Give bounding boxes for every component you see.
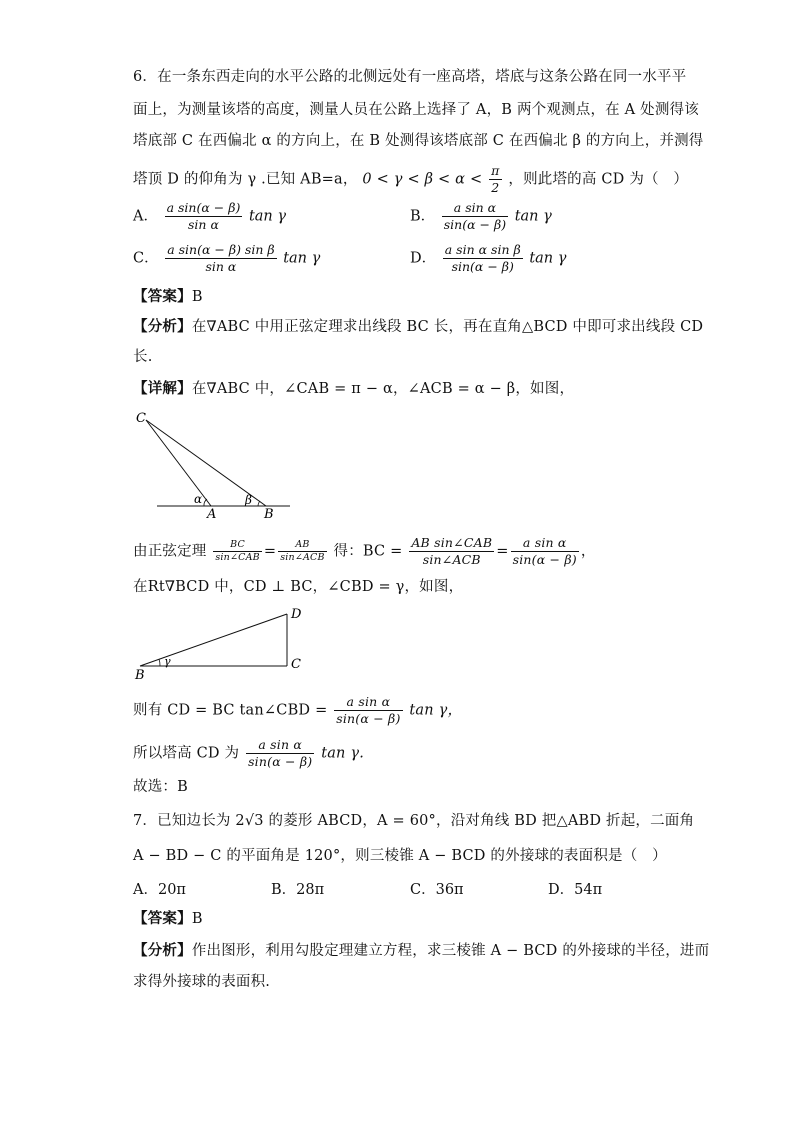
q6-option-b-frac bbox=[442, 200, 508, 233]
q6-option-a bbox=[133, 200, 286, 233]
q6-option-d-frac bbox=[443, 242, 523, 275]
q6-then-frac-den: sin(α − β) bbox=[336, 711, 401, 726]
label-b: B bbox=[264, 507, 274, 520]
q6-option-d-den: sin(α − β) bbox=[451, 259, 514, 274]
q6-option-d-num: a sin α sin β bbox=[444, 242, 521, 257]
q6-analysis-1 bbox=[133, 317, 703, 337]
q6-detail-tag: 【详解】 bbox=[133, 380, 192, 397]
q6-inequality: 0 < γ < β < α < bbox=[362, 171, 483, 188]
q6-sine-frac-3-den: sin∠ACB bbox=[422, 552, 481, 567]
q6-option-a-den: sin α bbox=[188, 217, 219, 232]
q6-sine-frac-2-den: sin∠ACB bbox=[280, 552, 325, 563]
q6-analysis-2: 长. bbox=[133, 349, 153, 365]
q6-option-c-den: sin α bbox=[205, 259, 237, 274]
label-b2: B bbox=[135, 668, 145, 683]
label-a: A bbox=[207, 507, 217, 520]
q6-option-c-num: a sin(α − β) sin β bbox=[167, 242, 275, 257]
q6-so-tail: tan γ. bbox=[321, 745, 365, 762]
gamma-arc bbox=[159, 659, 160, 666]
label-alpha: α bbox=[194, 492, 203, 506]
q6-pi-over-2 bbox=[489, 163, 501, 196]
q7-option-b: B．28π bbox=[271, 882, 325, 898]
q7-answer-tag: 【答案】 bbox=[133, 910, 192, 927]
q6-line-3: 塔底部 C 在西偏北 α 的方向上，在 B 处测得该塔底部 C 在西偏北 β 的方向上，并测得 bbox=[133, 133, 704, 149]
q6-so-intro: 所以塔高 CD 为 bbox=[133, 745, 240, 762]
q6-option-c-label: C． bbox=[133, 250, 159, 267]
q6-rt-line: 在Rt∇BCD 中，CD ⊥ BC，∠CBD = γ，如图， bbox=[133, 579, 464, 595]
label-beta: β bbox=[245, 493, 252, 507]
q6-sine-end: ， bbox=[580, 543, 596, 560]
q6-option-b-num: a sin α bbox=[442, 200, 508, 217]
q6-so-frac-den: sin(α − β) bbox=[248, 754, 313, 769]
beta-arc bbox=[258, 501, 260, 506]
q7-analysis-tag: 【分析】 bbox=[133, 942, 192, 959]
q6-option-b-tail: tan γ bbox=[514, 208, 552, 225]
q7-option-d: D．54π bbox=[548, 882, 603, 898]
label-c: C bbox=[136, 411, 146, 426]
q6-sine-frac-1-num: BC bbox=[213, 539, 262, 552]
q6-so-frac-num: a sin α bbox=[246, 737, 314, 754]
label-c2: C bbox=[291, 657, 301, 672]
q7-line-1: 7．已知边长为 2√3 的菱形 ABCD，A = 60°，沿对角线 BD 把△ABD 折起，二面角 bbox=[133, 813, 695, 829]
q6-answer-value: B bbox=[191, 289, 203, 305]
q7-analysis-text-1: 作出图形，利用勾股定理建立方程，求三棱锥 A − BCD 的外接球的半径，进而 bbox=[191, 943, 710, 959]
q6-sine-eq-2: = bbox=[496, 543, 509, 560]
q6-pi: π bbox=[491, 163, 500, 178]
q7-option-c: C．36π bbox=[410, 882, 464, 898]
q6-sine-frac-1-den: sin∠CAB bbox=[215, 552, 260, 563]
q6-answer bbox=[133, 287, 203, 307]
q6-analysis-text-1: 在∇ABC 中用正弦定理求出线段 BC 长，再在直角△BCD 中即可求出线段 CD bbox=[191, 319, 704, 335]
q7-analysis-1 bbox=[133, 941, 709, 961]
q6-option-b bbox=[410, 200, 552, 233]
q6-choose: 故选：B bbox=[133, 779, 188, 795]
q6-sine-frac-4 bbox=[511, 535, 579, 568]
q6-sine-frac-3 bbox=[409, 535, 494, 568]
q7-option-a: A．20π bbox=[133, 882, 186, 898]
q6-option-d-label: D． bbox=[410, 250, 437, 267]
q6-sine-law-line bbox=[133, 535, 596, 568]
label-gamma: γ bbox=[164, 655, 171, 668]
q6-option-c-frac bbox=[165, 242, 276, 275]
segment-bd bbox=[140, 614, 287, 666]
q6-sine-eq-1: = bbox=[263, 543, 277, 560]
q6-line-4c: ，则此塔的高 CD 为（ ） bbox=[508, 171, 689, 188]
q6-sine-frac-3-num: AB sin∠CAB bbox=[411, 535, 493, 550]
q6-so-frac bbox=[246, 737, 314, 770]
q6-option-c bbox=[133, 242, 320, 275]
q6-two: 2 bbox=[491, 180, 500, 195]
q6-then-frac-num: a sin α bbox=[334, 694, 402, 711]
right-triangle-bcd-figure bbox=[133, 604, 308, 684]
q6-line-4a: 塔顶 D 的仰角为 γ .已知 AB=a， bbox=[133, 171, 358, 188]
q6-sine-frac-4-num: a sin α bbox=[511, 535, 579, 552]
q6-option-d bbox=[410, 242, 566, 275]
triangle-abc-figure bbox=[133, 408, 298, 520]
q6-line-1: 6．在一条东西走向的水平公路的北侧远处有一座高塔，塔底与这条公路在同一水平平 bbox=[133, 69, 687, 85]
q6-so-line bbox=[133, 737, 364, 770]
q7-answer-value: B bbox=[191, 911, 203, 927]
label-d2: D bbox=[291, 607, 302, 622]
q7-line-2: A − BD − C 的平面角是 120°，则三棱锥 A − BCD 的外接球的表面积是（ ） bbox=[133, 848, 667, 864]
q6-option-a-label: A． bbox=[133, 208, 158, 225]
q6-analysis-tag: 【分析】 bbox=[133, 318, 192, 335]
q6-sine-frac-2-num: AB bbox=[278, 539, 327, 552]
q6-then-tail: tan γ， bbox=[409, 702, 463, 719]
q6-option-b-den: sin(α − β) bbox=[443, 217, 507, 232]
q6-line-4 bbox=[133, 163, 688, 196]
q6-option-a-tail: tan γ bbox=[248, 208, 287, 225]
q6-option-b-label: B． bbox=[410, 208, 436, 225]
q6-then-line bbox=[133, 694, 462, 727]
q6-option-a-num: a sin(α − β) bbox=[166, 200, 241, 215]
q6-sine-frac-2 bbox=[278, 539, 327, 564]
q6-sine-frac-4-den: sin(α − β) bbox=[512, 552, 577, 567]
q6-option-a-frac bbox=[165, 200, 243, 233]
q6-then-intro: 则有 CD = BC tan∠CBD = bbox=[133, 702, 328, 719]
q6-sine-intro: 由正弦定理 bbox=[133, 543, 207, 560]
q6-option-d-tail: tan γ bbox=[529, 250, 567, 267]
q6-sine-frac-1 bbox=[213, 539, 262, 564]
q6-line-2: 面上，为测量该塔的高度，测量人员在公路上选择了 A，B 两个观测点，在 A 处测得该 bbox=[133, 102, 699, 118]
q6-then-frac bbox=[334, 694, 402, 727]
q6-sine-get: 得：BC = bbox=[333, 543, 403, 560]
q7-answer bbox=[133, 909, 203, 929]
q6-detail-1 bbox=[133, 379, 574, 399]
q6-option-c-tail: tan γ bbox=[283, 250, 321, 267]
q6-answer-tag: 【答案】 bbox=[133, 288, 192, 305]
q6-detail-text-1: 在∇ABC 中，∠CAB = π − α，∠ACB = α − β，如图， bbox=[191, 381, 575, 397]
q7-analysis-2: 求得外接球的表面积. bbox=[133, 974, 271, 990]
